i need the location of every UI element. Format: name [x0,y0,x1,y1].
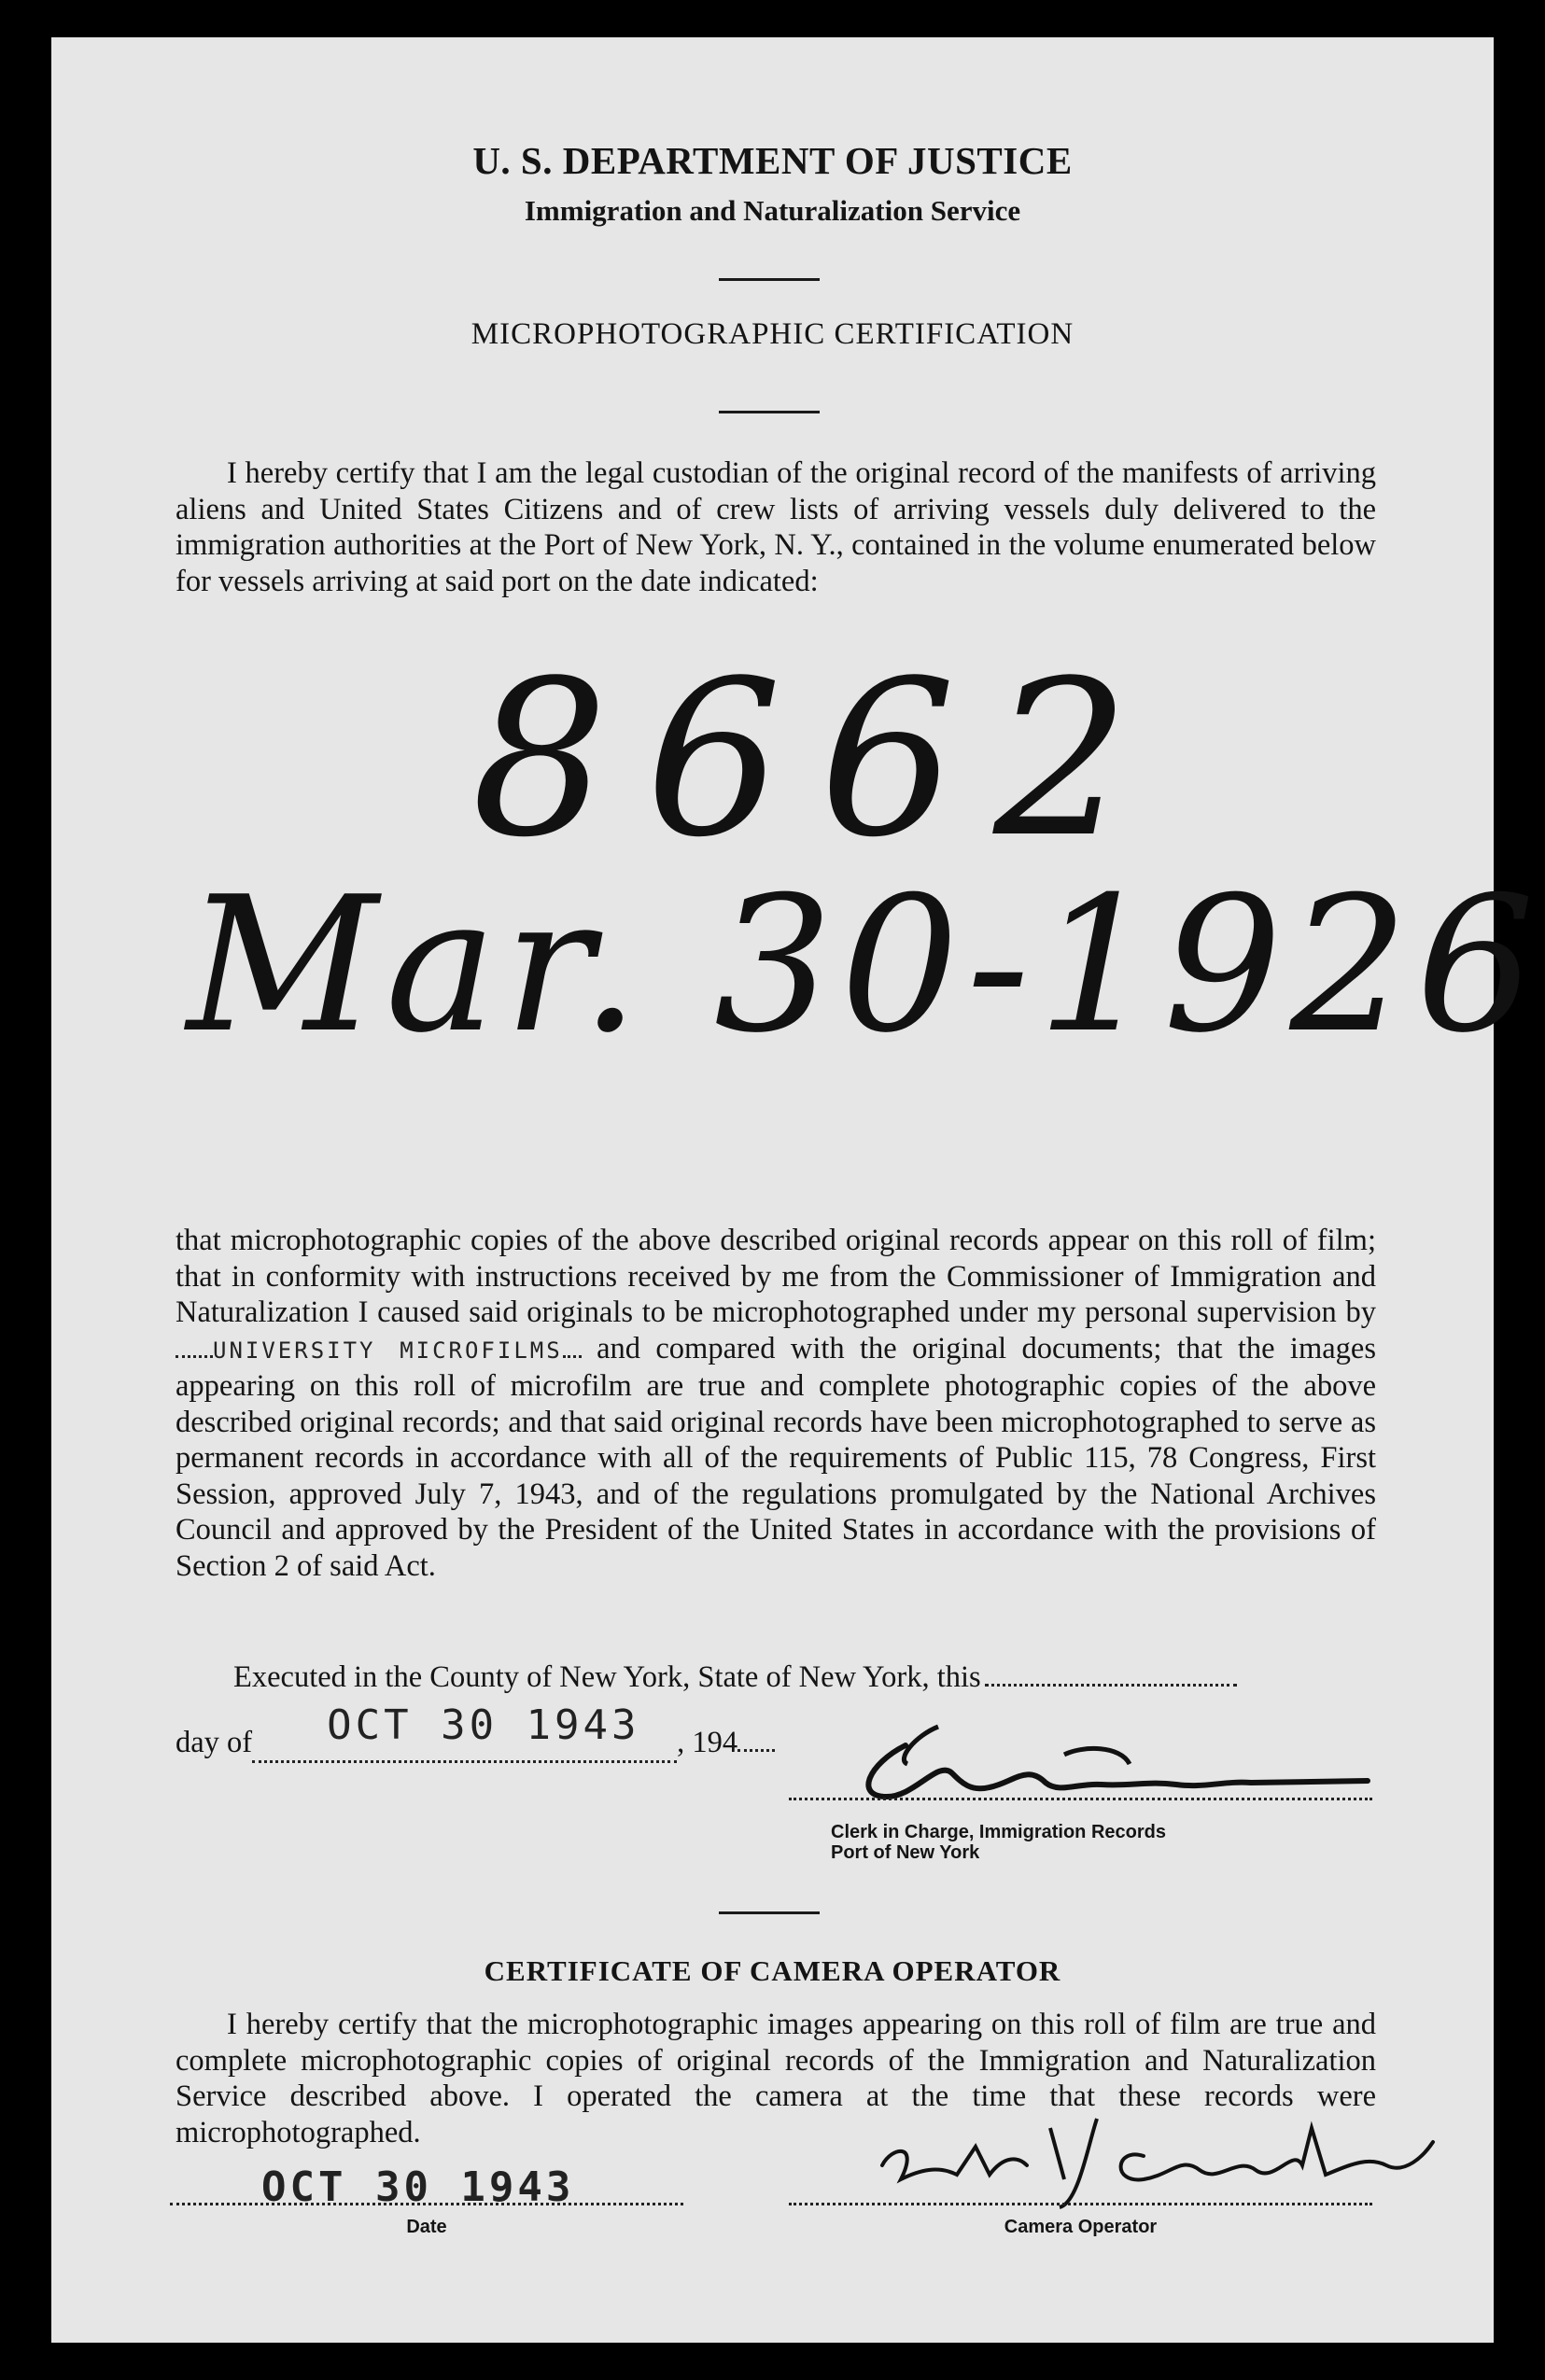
handwritten-volume-number: 8662 [471,636,1168,885]
camera-operator-text: I hereby certify that the microphotographic images appearing on this roll of film are true and complete microphotographic copies of original records of the Immigration and Naturalization Service described above. I operated the camera at the time that these records were microphotographed. [176,2008,1376,2149]
document-page [51,37,1494,2343]
body-paragraph [176,1223,1376,1584]
service-subheading: Immigration and Naturalization Service [524,194,1021,227]
camera-operator-title: CERTIFICATE OF CAMERA OPERATOR [484,1954,1061,1987]
intro-text: I hereby certify that I am the legal custodian of the original record of the manifests of arriving aliens and United States Citizens and of crew lists of arriving vessels duly delivered to the immigration authorities at the Port of New York, N. Y., contained in the volume enumerated below for vessels arriving at said port on the date indicated: [176,456,1376,598]
clerk-signature-line [789,1798,1372,1800]
department-heading: U. S. DEPARTMENT OF JUSTICE [472,139,1073,182]
camera-date-stamp: OCT 30 1943 [261,2163,575,2211]
date-label: Date [406,2217,447,2237]
dotted-leader [176,1355,213,1358]
body-text [176,1223,1376,1584]
divider [719,1911,820,1914]
supervisor-stamp: UNIVERSITY MICROFILMS [213,1337,563,1364]
camera-operator-label: Camera Operator [1004,2217,1158,2237]
execution-text: Executed in the County of New York, State of New York, this [233,1660,981,1694]
clerk-title-line1: Clerk in Charge, Immigration Records [831,1822,1166,1842]
camera-operator-signature [864,2091,1442,2212]
dotted-leader [985,1684,1237,1687]
body-text-part2: and compared with the original documents; that the images appearing on this roll of microfilm are true and complete photographic copies of the above described original records; and that said original records have been microphotographed to serve as permanent records in accordance with all of the requirements of Public 115, 78 Congress, First Session, approved July 7, 1943, and of the regulations promulgated by the National Archives Council and approved by the President of the United States in accordance with the provisions of Section 2 of said Act. [176,1331,1376,1583]
day-of-line [176,1701,775,1763]
date-field [252,1701,677,1763]
divider [719,411,820,413]
date-stamp: OCT 30 1943 [327,1701,640,1749]
dotted-leader [563,1355,582,1358]
execution-line [233,1659,1237,1695]
clerk-title-line2: Port of New York [831,1842,980,1863]
body-text-part1: that microphotographic copies of the above described original records appear on this roll of film; that in conformity with instructions received by me from the Commissioner of Immigration and Naturalization I caused said originals to be microphotographed under my personal supervision by [176,1224,1376,1329]
day-of-label: day of [176,1726,253,1759]
clerk-title [831,1822,1166,1863]
year-label: , 194 [677,1726,738,1759]
intro-paragraph [176,455,1376,599]
handwritten-date: Mar. 30-1926 [187,857,1542,1074]
clerk-signature [850,1708,1382,1811]
dotted-leader [737,1749,775,1752]
camera-operator-signature-line [789,2203,1372,2205]
certification-title: MICROPHOTOGRAPHIC CERTIFICATION [471,317,1074,351]
divider [719,278,820,281]
